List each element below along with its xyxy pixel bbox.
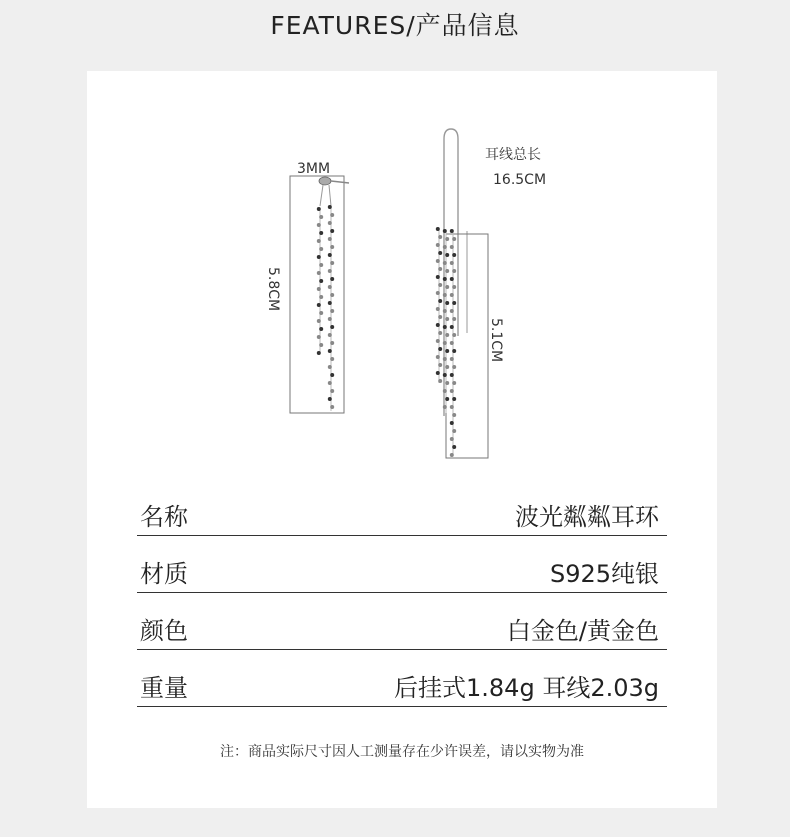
spec-label: 颜色 — [140, 617, 188, 645]
total-length-title: 耳线总长 — [485, 147, 541, 163]
left-earring-image — [290, 176, 349, 413]
spec-value: 后挂式1.84g 耳线2.03g — [394, 674, 659, 702]
page-title: FEATURES/产品信息 — [270, 11, 520, 40]
tassel-length-dimension-label: 5.1CM — [488, 318, 504, 363]
spec-row-name — [137, 489, 667, 536]
spec-row-weight — [137, 660, 667, 707]
spec-label: 重量 — [140, 674, 188, 702]
spec-value: S925纯银 — [549, 560, 659, 588]
spec-row-material — [137, 546, 667, 593]
spec-value: 白金色/黄金色 — [506, 617, 659, 645]
spec-label: 名称 — [140, 503, 188, 531]
spec-label: 材质 — [140, 560, 188, 588]
earring-illustration — [87, 71, 717, 471]
product-info-card — [87, 71, 717, 808]
spec-row-color — [137, 603, 667, 650]
total-length-value: 16.5CM — [493, 172, 547, 188]
spec-value: 波光粼粼耳环 — [515, 503, 659, 531]
measurement-note: 注：商品实际尺寸因人工测量存在少许误差，请以实物为准 — [220, 744, 584, 760]
width-dimension-label: 3MM — [297, 161, 331, 177]
right-earring-image — [436, 129, 488, 458]
left-length-dimension-label: 5.8CM — [265, 267, 281, 312]
